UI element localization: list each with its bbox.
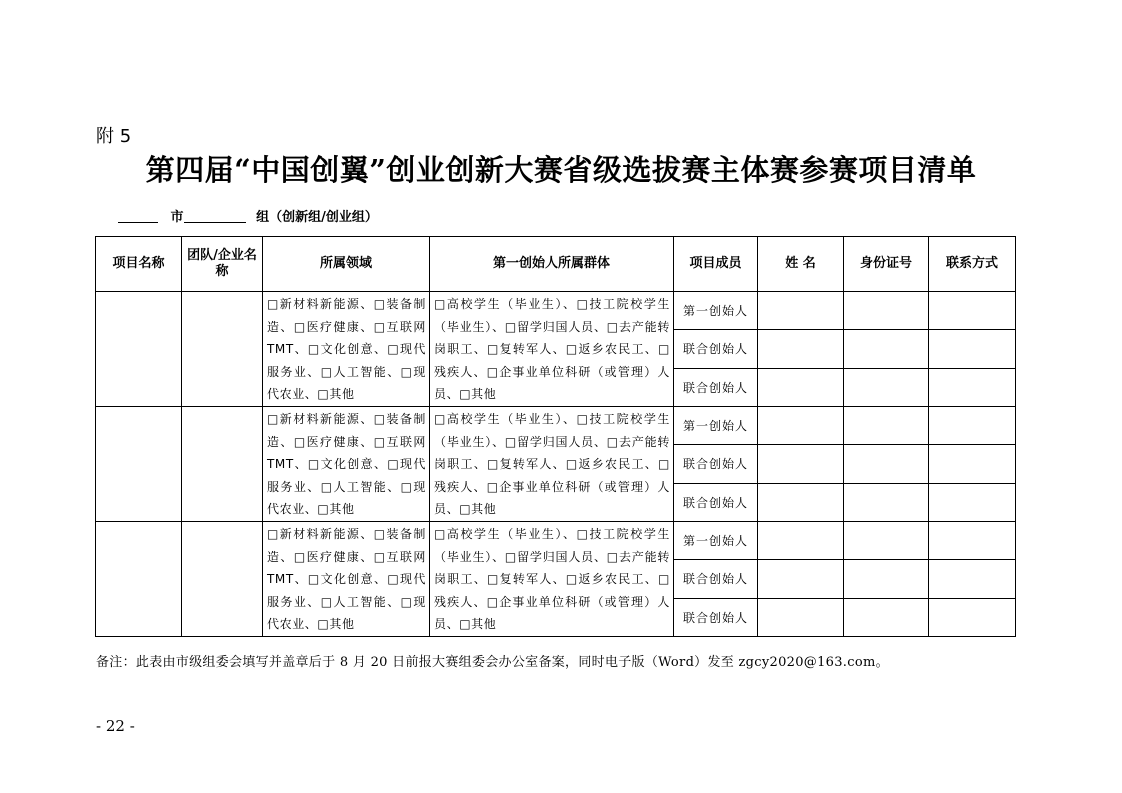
member-id-cell[interactable] [844, 560, 929, 598]
field-options-cell[interactable]: □新材料新能源、□装备制造、□医疗健康、□互联网 TMT、□文化创意、□现代服务业、□人工智能、□现代农业、□其他 [263, 406, 430, 521]
member-role-cell: 联合创始人 [674, 445, 758, 483]
member-name-cell[interactable] [758, 368, 844, 406]
member-id-cell[interactable] [844, 483, 929, 521]
project-name-cell[interactable] [96, 292, 182, 407]
field-options-cell[interactable]: □新材料新能源、□装备制造、□医疗健康、□互联网 TMT、□文化创意、□现代服务业、□人工智能、□现代农业、□其他 [263, 292, 430, 407]
table-row [96, 292, 1016, 330]
member-role-cell: 联合创始人 [674, 368, 758, 406]
member-contact-cell[interactable] [929, 560, 1016, 598]
header-name: 姓 名 [758, 237, 844, 292]
member-id-cell[interactable] [844, 368, 929, 406]
header-members: 项目成员 [674, 237, 758, 292]
founder-group-options-cell[interactable]: □高校学生（毕业生）、□技工院校学生（毕业生）、□留学归国人员、□去产能转岗职工、□复转军人、□返乡农民工、□残疾人、□企事业单位科研（或管理）人员、□其他 [430, 521, 674, 636]
annex-label: 附 5 [96, 126, 132, 147]
member-contact-cell[interactable] [929, 598, 1016, 636]
member-role-cell: 联合创始人 [674, 560, 758, 598]
founder-group-options-cell[interactable]: □高校学生（毕业生）、□技工院校学生（毕业生）、□留学归国人员、□去产能转岗职工、□复转军人、□返乡农民工、□残疾人、□企事业单位科研（或管理）人员、□其他 [430, 406, 674, 521]
member-role-cell: 联合创始人 [674, 330, 758, 368]
field-options-cell[interactable]: □新材料新能源、□装备制造、□医疗健康、□互联网 TMT、□文化创意、□现代服务业、□人工智能、□现代农业、□其他 [263, 521, 430, 636]
table-row [96, 521, 1016, 559]
page-number: - 22 - [96, 717, 135, 735]
member-contact-cell[interactable] [929, 521, 1016, 559]
header-contact: 联系方式 [929, 237, 1016, 292]
team-name-cell[interactable] [182, 521, 263, 636]
header-project-name: 项目名称 [96, 237, 182, 292]
group-text: 组（创新组/创业组） [256, 210, 378, 225]
member-id-cell[interactable] [844, 406, 929, 444]
member-contact-cell[interactable] [929, 406, 1016, 444]
member-name-cell[interactable] [758, 406, 844, 444]
member-name-cell[interactable] [758, 330, 844, 368]
member-role-cell: 联合创始人 [674, 483, 758, 521]
team-name-cell[interactable] [182, 406, 263, 521]
city-blank [118, 210, 158, 223]
city-group-line [118, 206, 378, 225]
member-id-cell[interactable] [844, 598, 929, 636]
team-name-cell[interactable] [182, 292, 263, 407]
table-row [96, 406, 1016, 444]
member-role-cell: 第一创始人 [674, 292, 758, 330]
footnote: 备注：此表由市级组委会填写并盖章后于 8 月 20 日前报大赛组委会办公室备案，同时电子版（Word）发至 zgcy2020@163.com。 [96, 655, 889, 670]
member-name-cell[interactable] [758, 483, 844, 521]
member-name-cell[interactable] [758, 292, 844, 330]
member-id-cell[interactable] [844, 292, 929, 330]
member-name-cell[interactable] [758, 445, 844, 483]
table-header-row [96, 237, 1016, 292]
page-title: 第四届“中国创翼”创业创新大赛省级选拔赛主体赛参赛项目清单 [145, 153, 977, 187]
member-id-cell[interactable] [844, 521, 929, 559]
member-role-cell: 第一创始人 [674, 521, 758, 559]
project-name-cell[interactable] [96, 406, 182, 521]
header-id-number: 身份证号 [844, 237, 929, 292]
header-team-name: 团队/企业名称 [182, 237, 263, 292]
member-id-cell[interactable] [844, 330, 929, 368]
member-role-cell: 第一创始人 [674, 406, 758, 444]
member-name-cell[interactable] [758, 598, 844, 636]
project-name-cell[interactable] [96, 521, 182, 636]
member-contact-cell[interactable] [929, 330, 1016, 368]
member-contact-cell[interactable] [929, 292, 1016, 330]
city-suffix: 市 [170, 210, 184, 225]
header-founder-group: 第一创始人所属群体 [430, 237, 674, 292]
member-role-cell: 联合创始人 [674, 598, 758, 636]
header-field: 所属领域 [263, 237, 430, 292]
member-contact-cell[interactable] [929, 483, 1016, 521]
member-name-cell[interactable] [758, 521, 844, 559]
member-name-cell[interactable] [758, 560, 844, 598]
member-contact-cell[interactable] [929, 445, 1016, 483]
founder-group-options-cell[interactable]: □高校学生（毕业生）、□技工院校学生（毕业生）、□留学归国人员、□去产能转岗职工、□复转军人、□返乡农民工、□残疾人、□企事业单位科研（或管理）人员、□其他 [430, 292, 674, 407]
member-contact-cell[interactable] [929, 368, 1016, 406]
project-list-table [95, 236, 1016, 637]
member-id-cell[interactable] [844, 445, 929, 483]
group-blank [184, 210, 246, 223]
